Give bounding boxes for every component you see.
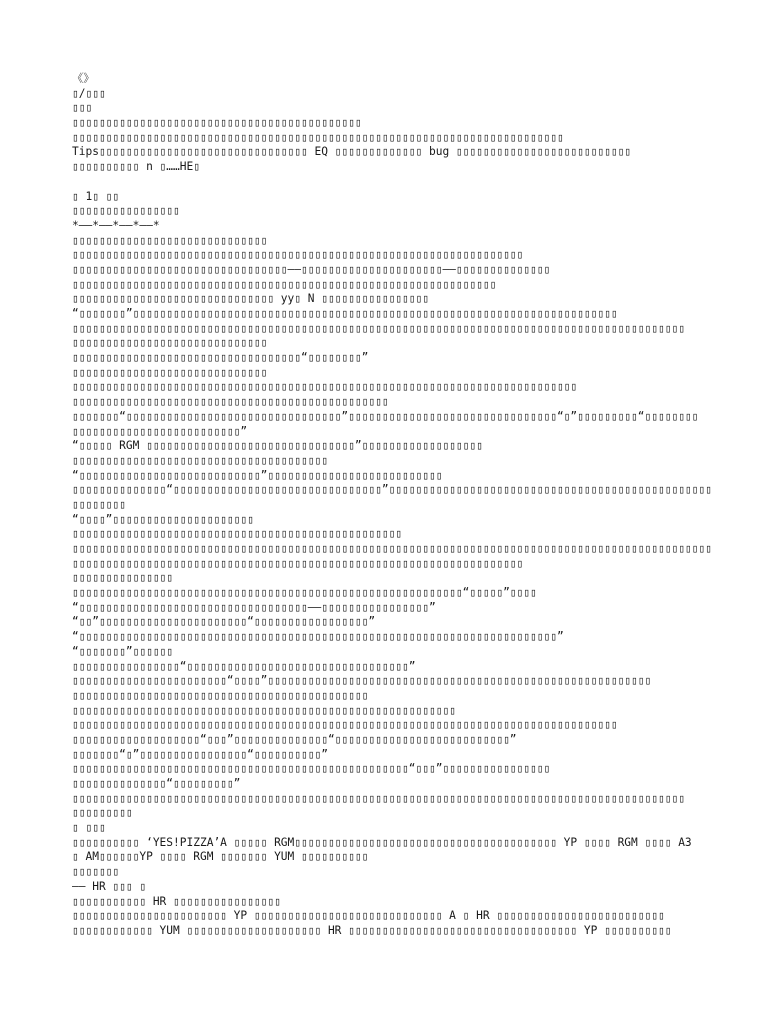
text-line: ▯▯▯▯▯▯▯▯▯▯▯▯▯▯▯▯▯▯▯▯▯▯▯▯▯▯▯▯▯▯▯▯▯▯▯▯▯▯▯▯▯▯▯ [72, 116, 362, 130]
text-line: ▯▯▯▯▯▯▯▯▯▯▯▯▯▯▯▯ [72, 204, 180, 218]
text-line: ▯▯▯▯▯▯▯▯▯▯▯▯▯▯▯▯▯▯▯▯▯▯▯▯▯▯▯▯▯▯▯▯▯▯▯▯▯▯▯▯▯▯▯▯▯▯▯▯▯ [72, 527, 403, 541]
text-line [72, 175, 712, 190]
text-line: “▯▯”▯▯▯▯▯▯▯▯▯▯▯▯▯▯▯▯▯▯▯▯▯▯“▯▯▯▯▯▯▯▯▯▯▯▯▯▯▯▯▯” [72, 615, 376, 629]
text-line: ▯▯▯▯▯▯▯▯▯▯▯▯▯▯▯▯▯▯▯▯▯▯▯▯▯▯▯▯▯ [72, 365, 268, 379]
text-line: *——*——*——*——* [72, 218, 160, 232]
text-line: ▯▯▯▯▯▯▯▯▯▯▯▯▯▯▯▯▯▯▯▯▯▯▯▯▯▯▯▯▯▯▯▯▯▯▯▯▯▯▯▯▯▯▯▯▯▯▯▯▯▯▯▯▯▯▯▯▯▯▯▯▯▯▯▯▯▯▯▯▯▯▯▯▯▯▯▯▯▯▯▯▯▯▯▯▯▯▯▯▯▯▯ [72, 791, 685, 805]
text-line: ▯ 1▯ ▯▯ [72, 189, 120, 203]
text-line: ▯▯▯▯▯▯▯▯▯▯▯▯▯▯▯▯▯▯▯▯▯▯▯▯▯▯▯▯▯ [72, 233, 268, 247]
text-line: ▯▯▯▯▯▯▯▯▯▯▯ HR ▯▯▯▯▯▯▯▯▯▯▯▯▯▯▯▯ [72, 894, 281, 908]
text-line: ▯▯▯▯▯▯▯▯▯▯ ‘YES!PIZZA’A ▯▯▯▯▯ RGM▯▯▯▯▯▯▯▯▯▯▯▯▯▯▯▯▯▯▯▯▯▯▯▯▯▯▯▯▯▯▯▯▯▯▯▯▯▯▯ YP ▯▯▯▯ RGM ▯▯▯▯ A3 [72, 835, 692, 849]
text-line: ▯ ▯▯▯ [72, 821, 106, 835]
text-line: “▯▯▯▯▯▯▯”▯▯▯▯▯▯ [72, 644, 174, 658]
text-line: ▯▯▯▯▯▯▯▯▯▯▯▯▯▯“▯▯▯▯▯▯▯▯▯▯▯▯▯▯▯▯▯▯▯▯▯▯▯▯▯▯▯▯▯▯▯”▯▯▯▯▯▯▯▯▯▯▯▯▯▯▯▯▯▯▯▯▯▯▯▯▯▯▯▯▯▯▯▯▯▯▯▯▯▯▯▯▯▯▯▯▯▯▯▯ [72, 483, 712, 497]
text-line: ▯▯▯▯▯▯▯▯▯▯▯▯▯▯▯▯▯▯▯▯▯▯▯▯▯▯▯▯▯▯▯▯▯▯▯▯▯▯▯▯▯▯▯▯▯▯▯▯▯▯▯▯▯▯▯▯▯▯▯▯▯▯▯▯▯▯▯▯▯▯▯▯▯▯▯▯▯▯▯▯▯ [72, 718, 618, 732]
text-line: ▯▯▯▯▯▯▯▯▯▯▯▯▯▯▯▯▯▯▯“▯▯▯”▯▯▯▯▯▯▯▯▯▯▯▯▯▯“▯▯▯▯▯▯▯▯▯▯▯▯▯▯▯▯▯▯▯▯▯▯▯▯▯▯” [72, 732, 517, 746]
text-line: ▯▯▯▯▯▯▯▯▯▯▯▯▯▯▯▯▯▯▯▯▯▯▯▯▯▯▯▯▯▯▯▯▯▯▯▯▯▯▯▯▯▯▯▯▯▯▯▯▯▯▯▯▯▯▯▯▯▯“▯▯▯▯▯”▯▯▯▯ [72, 586, 537, 600]
text-line: 《》 [72, 72, 95, 85]
text-line: ▯▯▯▯▯▯▯▯▯ [72, 806, 133, 820]
text-line: ▯▯▯▯▯▯▯▯▯▯▯▯▯▯▯▯▯▯▯▯▯▯▯▯▯▯▯▯▯▯▯▯▯▯▯▯▯▯▯▯▯▯▯▯▯▯▯▯▯▯▯▯▯▯▯▯▯▯▯▯▯▯▯▯▯▯▯▯▯▯▯▯▯▯▯▯▯▯▯▯▯▯▯▯▯▯▯▯▯▯▯ [72, 321, 685, 335]
text-line: ▯▯▯▯▯▯▯▯▯▯▯▯▯▯▯▯▯▯▯▯▯▯▯▯▯▯▯▯▯▯ yy▯ N ▯▯▯▯▯▯▯▯▯▯▯▯▯▯▯▯ [72, 292, 429, 306]
text-line: ▯▯▯▯▯▯▯“▯▯▯▯▯▯▯▯▯▯▯▯▯▯▯▯▯▯▯▯▯▯▯▯▯▯▯▯▯▯▯▯”▯▯▯▯▯▯▯▯▯▯▯▯▯▯▯▯▯▯▯▯▯▯▯▯▯▯▯▯▯▯▯“▯”▯▯▯▯▯▯▯▯▯“▯▯▯▯▯▯▯▯ [72, 409, 699, 423]
text-line: ▯▯▯▯▯▯▯▯▯▯▯▯▯▯▯▯▯▯▯▯▯▯▯▯▯▯▯▯▯▯▯▯▯▯▯▯▯▯▯▯▯▯▯▯▯▯▯▯▯▯▯▯▯▯▯▯▯▯▯▯▯▯▯▯▯▯▯ [72, 248, 524, 262]
text-line: Tips▯▯▯▯▯▯▯▯▯▯▯▯▯▯▯▯▯▯▯▯▯▯▯▯▯▯▯▯▯▯▯ EQ ▯▯▯▯▯▯▯▯▯▯▯▯▯ bug ▯▯▯▯▯▯▯▯▯▯▯▯▯▯▯▯▯▯▯▯▯▯▯▯▯▯ [72, 145, 632, 159]
text-line: “▯▯▯▯”▯▯▯▯▯▯▯▯▯▯▯▯▯▯▯▯▯▯▯▯▯ [72, 512, 254, 526]
text-line: ▯▯▯▯▯▯▯▯▯▯▯▯▯▯▯▯▯▯▯▯▯▯▯▯▯▯▯▯▯▯▯▯▯▯▯▯▯▯▯▯▯▯▯▯ [72, 688, 369, 702]
text-line: ▯▯▯▯▯▯▯▯▯▯▯▯▯▯▯▯▯▯▯▯▯▯▯ YP ▯▯▯▯▯▯▯▯▯▯▯▯▯▯▯▯▯▯▯▯▯▯▯▯▯▯▯▯ A ▯ HR ▯▯▯▯▯▯▯▯▯▯▯▯▯▯▯▯▯▯▯▯▯▯▯▯▯ [72, 909, 665, 923]
text-line: ▯▯▯▯▯▯▯▯▯▯▯▯▯▯▯▯▯▯▯▯▯▯▯▯▯▯▯▯▯▯▯▯▯▯▯▯▯▯▯▯▯▯▯▯▯▯▯▯▯▯▯▯▯▯▯▯▯▯▯▯▯▯▯ [72, 277, 497, 291]
text-line: ▯▯▯▯▯▯▯“▯”▯▯▯▯▯▯▯▯▯▯▯▯▯▯▯▯“▯▯▯▯▯▯▯▯▯▯” [72, 747, 328, 761]
text-line: ▯▯▯▯▯▯▯▯▯▯ n ▯……HE▯ [72, 160, 200, 174]
text-line: ▯▯▯▯▯▯▯▯▯▯▯▯▯▯▯ [72, 571, 174, 585]
text-line: “▯▯▯▯▯▯▯”▯▯▯▯▯▯▯▯▯▯▯▯▯▯▯▯▯▯▯▯▯▯▯▯▯▯▯▯▯▯▯▯▯▯▯▯▯▯▯▯▯▯▯▯▯▯▯▯▯▯▯▯▯▯▯▯▯▯▯▯▯▯▯▯▯▯▯▯▯▯▯▯ [72, 307, 618, 320]
text-line: ▯▯▯▯▯▯▯▯▯▯▯▯▯▯▯▯“▯▯▯▯▯▯▯▯▯▯▯▯▯▯▯▯▯▯▯▯▯▯▯▯▯▯▯▯▯▯▯▯▯” [72, 659, 416, 673]
text-line: ▯▯▯▯▯▯▯▯▯▯▯▯▯▯▯▯▯▯▯▯▯▯▯▯▯▯▯▯▯▯▯▯▯▯▯▯▯▯▯▯▯▯▯▯▯▯▯▯▯▯▯▯▯▯▯▯▯▯▯▯▯▯▯▯▯▯▯▯▯▯▯▯▯ [72, 130, 564, 144]
text-line: ▯▯▯▯▯▯▯▯▯▯▯▯▯▯▯▯▯▯▯▯▯▯▯▯▯▯▯▯▯▯▯▯▯▯▯▯▯▯▯▯▯▯▯▯▯▯▯▯▯▯“▯▯▯”▯▯▯▯▯▯▯▯▯▯▯▯▯▯▯▯ [72, 762, 551, 776]
text-line: ▯▯▯▯▯▯▯▯▯▯▯▯▯▯▯▯▯▯▯▯▯▯▯▯▯▯▯▯▯▯▯▯▯▯▯▯▯▯▯▯▯▯▯▯▯▯▯ [72, 395, 389, 409]
text-line: “▯▯▯▯▯▯▯▯▯▯▯▯▯▯▯▯▯▯▯▯▯▯▯▯▯▯▯▯▯▯▯▯▯▯——▯▯▯▯▯▯▯▯▯▯▯▯▯▯▯▯” [72, 600, 436, 614]
text-line: ▯▯▯▯▯▯▯▯▯▯▯▯▯▯▯▯▯▯▯▯▯▯▯▯▯▯▯▯▯▯▯▯——▯▯▯▯▯▯▯▯▯▯▯▯▯▯▯▯▯▯▯▯▯——▯▯▯▯▯▯▯▯▯▯▯▯▯▯ [72, 262, 551, 276]
text-line: ▯▯▯▯▯▯▯▯▯▯▯▯▯▯▯▯▯▯▯▯▯▯▯▯▯” [72, 424, 248, 438]
text-line: ▯▯▯▯▯▯▯ [72, 865, 120, 879]
text-line: ▯▯▯▯▯▯▯▯▯▯▯▯▯▯▯▯▯▯▯▯▯▯▯▯▯▯▯▯▯▯▯▯▯▯▯▯▯▯▯▯▯▯▯▯▯▯▯▯▯▯▯▯▯▯▯▯▯▯▯▯▯▯▯▯▯▯▯ [72, 556, 524, 570]
text-line: ▯▯▯▯▯▯▯▯▯▯▯▯▯▯▯▯▯▯▯▯▯▯▯▯▯▯▯▯▯▯▯▯▯▯▯▯▯▯▯▯▯▯▯▯▯▯▯▯▯▯▯▯▯▯▯▯▯▯▯▯▯▯▯▯▯▯▯▯▯▯▯▯▯▯▯ [72, 380, 578, 394]
text-line: ▯▯▯▯▯▯▯▯▯▯▯▯▯▯▯▯▯▯▯▯▯▯▯▯▯▯▯▯▯▯▯▯▯▯▯▯▯▯▯▯▯▯▯▯▯▯▯▯▯▯▯▯▯▯▯▯▯ [72, 703, 456, 717]
text-line: ▯▯▯▯▯▯▯▯▯▯▯▯▯▯“▯▯▯▯▯▯▯▯▯” [72, 777, 241, 790]
text-line: ▯▯▯▯▯▯▯▯▯▯▯▯ YUM ▯▯▯▯▯▯▯▯▯▯▯▯▯▯▯▯▯▯▯▯ HR ▯▯▯▯▯▯▯▯▯▯▯▯▯▯▯▯▯▯▯▯▯▯▯▯▯▯▯▯▯▯▯▯▯▯ YP ▯▯▯▯▯▯▯▯▯▯ [72, 923, 672, 937]
text-line: ▯▯▯▯▯▯▯▯▯▯▯▯▯▯▯▯▯▯▯▯▯▯▯▯▯▯▯▯▯▯▯▯▯▯▯▯▯▯ [72, 453, 328, 467]
text-line: ▯▯▯▯▯▯▯▯ [72, 497, 126, 511]
text-line: ▯▯▯▯▯▯▯▯▯▯▯▯▯▯▯▯▯▯▯▯▯▯▯“▯▯▯▯”▯▯▯▯▯▯▯▯▯▯▯▯▯▯▯▯▯▯▯▯▯▯▯▯▯▯▯▯▯▯▯▯▯▯▯▯▯▯▯▯▯▯▯▯▯▯▯▯▯▯▯▯▯▯▯▯▯ [72, 674, 652, 688]
text-line: ▯▯▯▯▯▯▯▯▯▯▯▯▯▯▯▯▯▯▯▯▯▯▯▯▯▯▯▯▯▯▯▯▯▯▯▯▯▯▯▯▯▯▯▯▯▯▯▯▯▯▯▯▯▯▯▯▯▯▯▯▯▯▯▯▯▯▯▯▯▯▯▯▯▯▯▯▯▯▯▯▯▯▯▯▯▯▯▯▯▯▯▯▯▯▯ [72, 542, 712, 555]
text-line: ▯/▯▯▯ [72, 86, 106, 100]
text-line: ▯▯▯ [72, 101, 93, 115]
text-line: “▯▯▯▯▯ RGM ▯▯▯▯▯▯▯▯▯▯▯▯▯▯▯▯▯▯▯▯▯▯▯▯▯▯▯▯▯▯▯”▯▯▯▯▯▯▯▯▯▯▯▯▯▯▯▯▯▯ [72, 439, 483, 453]
text-line: “▯▯▯▯▯▯▯▯▯▯▯▯▯▯▯▯▯▯▯▯▯▯▯▯▯▯▯”▯▯▯▯▯▯▯▯▯▯▯▯▯▯▯▯▯▯▯▯▯▯▯▯▯▯ [72, 468, 443, 482]
text-line: ▯▯▯▯▯▯▯▯▯▯▯▯▯▯▯▯▯▯▯▯▯▯▯▯▯▯▯▯▯ [72, 336, 268, 350]
text-line: ▯▯▯▯▯▯▯▯▯▯▯▯▯▯▯▯▯▯▯▯▯▯▯▯▯▯▯▯▯▯▯▯▯▯“▯▯▯▯▯▯▯▯” [72, 351, 369, 365]
text-line: ▯ AM▯▯▯▯▯▯YP ▯▯▯▯ RGM ▯▯▯▯▯▯▯ YUM ▯▯▯▯▯▯▯▯▯▯ [72, 850, 369, 864]
document-body [72, 72, 712, 939]
text-line: —— HR ▯▯▯ ▯ [72, 879, 147, 893]
text-line: “▯▯▯▯▯▯▯▯▯▯▯▯▯▯▯▯▯▯▯▯▯▯▯▯▯▯▯▯▯▯▯▯▯▯▯▯▯▯▯▯▯▯▯▯▯▯▯▯▯▯▯▯▯▯▯▯▯▯▯▯▯▯▯▯▯▯▯▯▯▯▯” [72, 630, 564, 644]
